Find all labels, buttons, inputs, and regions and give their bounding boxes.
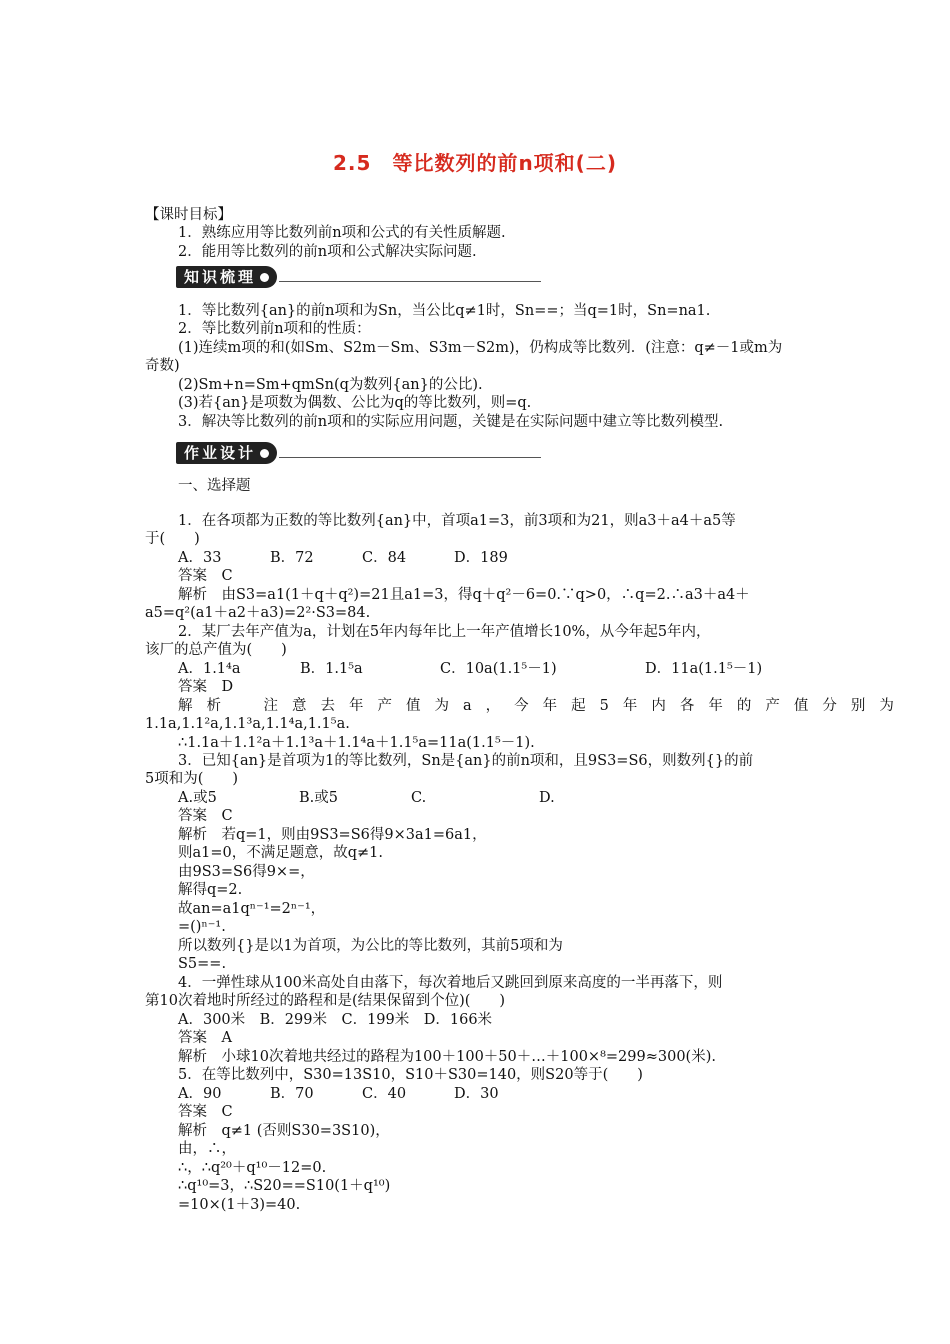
section-rule xyxy=(279,281,541,282)
solution-line: 解析 注意去年产值为a，今年起5年内各年的产值分别为 xyxy=(178,698,908,714)
option: D．30 xyxy=(454,1086,499,1102)
page-title: 2.5 等比数列的前n项和(二) xyxy=(333,151,617,175)
question-options xyxy=(178,1085,848,1103)
answer: 答案 C xyxy=(178,568,233,584)
question-stem: 5．在等比数列中，S30=13S10，S10＋S30=140，则S20等于( ) xyxy=(178,1067,643,1083)
goals-header: 【课时目标】 xyxy=(145,207,232,223)
question-stem: 5项和为( ) xyxy=(145,771,239,787)
knowledge-line: (2)Sm+n=Sm+qmSn(q为数列{an}的公比). xyxy=(178,377,483,393)
question-stem: 于( ) xyxy=(145,531,200,547)
goal-item: 1．熟练应用等比数列前n项和公式的有关性质解题. xyxy=(178,225,506,241)
question-stem: 1．在各项都为正数的等比数列{an}中，首项a1=3，前3项和为21，则a3＋a4＋a5等 xyxy=(178,513,736,529)
option: A．1.1⁴a xyxy=(178,661,241,677)
solution-line: ∴，∴q²⁰＋q¹⁰－12=0. xyxy=(178,1160,327,1176)
option: A．33 xyxy=(178,550,222,566)
solution-line: 1.1a,1.1²a,1.1³a,1.1⁴a,1.1⁵a. xyxy=(145,716,350,732)
question-stem: 2．某厂去年产值为a，计划在5年内每年比上一年产值增长10%，从今年起5年内， xyxy=(178,624,711,640)
knowledge-line: (1)连续m项的和(如Sm、S2m－Sm、S3m－S2m)，仍构成等比数列．(注意：q≠－1或m为 xyxy=(178,340,783,356)
knowledge-line: 1．等比数列{an}的前n项和为Sn，当公比q≠1时，Sn==；当q=1时，Sn=na1. xyxy=(178,303,711,319)
section-label: 作业设计 xyxy=(176,442,277,464)
solution-line: 则a1=0，不满足题意，故q≠1. xyxy=(178,845,384,861)
question-stem: 第10次着地时所经过的路程和是(结果保留到个位)( ) xyxy=(145,993,506,1009)
bullet-dot-icon xyxy=(260,449,269,458)
bullet-dot-icon xyxy=(260,273,269,282)
option: C．84 xyxy=(362,550,407,566)
solution-line: 解得q=2. xyxy=(178,882,243,898)
solution-line: 故an=a1qⁿ⁻¹=2ⁿ⁻¹， xyxy=(178,901,326,917)
solution-line: 解析 若q=1，则由9S3=S6得9×3a1=6a1， xyxy=(178,827,487,843)
knowledge-line: 3．解决等比数列的前n项和的实际应用问题，关键是在实际问题中建立等比数列模型. xyxy=(178,414,724,430)
solution-line: S5==. xyxy=(178,956,227,972)
knowledge-line: 2．等比数列前n项和的性质： xyxy=(178,321,371,337)
question-options xyxy=(178,549,848,567)
solution-line: a5=q²(a1＋a2＋a3)=2²·S3=84. xyxy=(145,605,371,621)
section-bar-homework xyxy=(176,441,541,465)
solution-line: ∴1.1a＋1.1²a＋1.1³a＋1.1⁴a＋1.1⁵a=11a(1.1⁵－1). xyxy=(178,735,535,751)
answer: 答案 C xyxy=(178,1104,233,1120)
option: B．70 xyxy=(270,1086,314,1102)
answer: 答案 D xyxy=(178,679,234,695)
question-stem: 4．一弹性球从100米高处自由落下，每次着地后又跳回到原来高度的一半再落下，则 xyxy=(178,975,723,991)
option: D. xyxy=(539,790,555,806)
answer: 答案 A xyxy=(178,1030,232,1046)
option: C. xyxy=(411,790,427,806)
solution-line: 解析 小球10次着地共经过的路程为100＋100＋50＋…＋100×⁸=299≈300(米). xyxy=(178,1049,716,1065)
solution-line: 由，∴， xyxy=(178,1141,236,1157)
option: C．40 xyxy=(362,1086,407,1102)
answer: 答案 C xyxy=(178,808,233,824)
solution-line: 解析 q≠1 (否则S30=3S10)， xyxy=(178,1123,390,1139)
option: B．72 xyxy=(270,550,314,566)
option: A．90 xyxy=(178,1086,222,1102)
solution-line: =()ⁿ⁻¹. xyxy=(178,919,226,935)
option: B.或5 xyxy=(299,790,338,806)
knowledge-line: 奇数) xyxy=(145,358,180,374)
option: D．11a(1.1⁵－1) xyxy=(645,661,763,677)
option: B．1.1⁵a xyxy=(300,661,363,677)
solution-line: ∴q¹⁰=3，∴S20==S10(1＋q¹⁰) xyxy=(178,1178,391,1194)
section-subheader: 一、选择题 xyxy=(178,478,251,494)
solution-line: 解析 由S3=a1(1＋q＋q²)=21且a1=3，得q＋q²－6=0.∵q>0，∴q=2.∴a3＋a4＋ xyxy=(178,587,750,603)
question-stem: 3．已知{an}是首项为1的等比数列，Sn是{an}的前n项和，且9S3=S6，则数列{}的前 xyxy=(178,753,754,769)
goal-item: 2．能用等比数列的前n项和公式解决实际问题. xyxy=(178,244,477,260)
solution-line: 所以数列{}是以1为首项，为公比的等比数列，其前5项和为 xyxy=(178,938,563,954)
section-bar-knowledge xyxy=(176,265,541,289)
knowledge-line: (3)若{an}是项数为偶数、公比为q的等比数列，则=q. xyxy=(178,395,532,411)
solution-line: =10×(1＋3)=40. xyxy=(178,1197,301,1213)
section-rule xyxy=(279,457,541,458)
option: C．10a(1.1⁵－1) xyxy=(440,661,557,677)
question-stem: 该厂的总产值为( ) xyxy=(145,642,287,658)
question-options xyxy=(178,660,848,678)
section-label: 知识梳理 xyxy=(176,266,277,288)
question-options: A．300米 B．299米 C．199米 D．166米 xyxy=(178,1012,493,1028)
option: D．189 xyxy=(454,550,508,566)
solution-line: 由9S3=S6得9×=， xyxy=(178,864,315,880)
option: A.或5 xyxy=(178,790,217,806)
question-options xyxy=(178,789,848,807)
